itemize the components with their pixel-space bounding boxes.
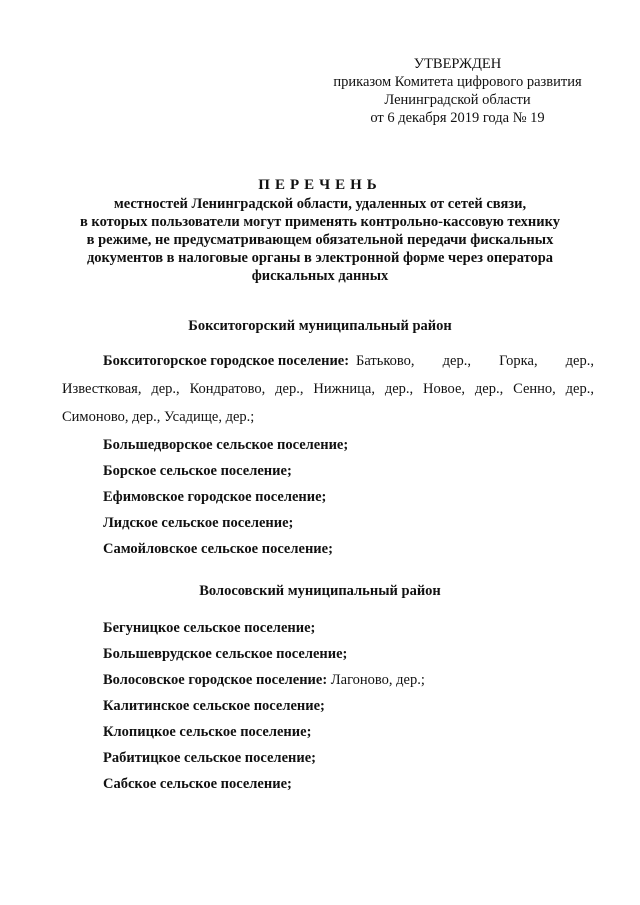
settlement-entry — [103, 489, 326, 506]
subtitle-line: документов в налоговые органы в электронной форме через оператора — [86, 250, 554, 266]
settlement-localities: Симоново, дер., Усадище, дер.; — [62, 409, 255, 425]
settlement-entry — [103, 437, 348, 454]
district-heading: Волосовский муниципальный район — [199, 583, 441, 599]
settlement-localities: Известковая, дер., Кондратово, дер., Нижница, дер., Новое, дер., Сенно, дер., — [62, 381, 594, 397]
subtitle-line: в которых пользователи могут применять контрольно-кассовую технику — [79, 214, 561, 230]
settlement-name: Ефимовское городское поселение; — [103, 489, 327, 505]
settlement-entry — [103, 698, 325, 715]
subtitle-line: в режиме, не предусматривающем обязательной передачи фискальных — [86, 232, 554, 248]
approval-line-4: от 6 декабря 2019 года № 19 — [370, 110, 545, 126]
settlement-name: Борское сельское поселение; — [103, 463, 292, 479]
settlement-entry — [103, 463, 292, 480]
settlement-name: Большеврудское сельское поселение; — [103, 646, 348, 662]
settlement-entry — [103, 646, 347, 663]
settlement-name: Волосовское городское поселение: — [103, 672, 328, 688]
document-subtitle — [60, 195, 580, 285]
settlement-entry — [103, 724, 311, 741]
settlement-name: Лидское сельское поселение; — [103, 515, 294, 531]
document-title: ПЕРЕЧЕНЬ — [258, 177, 382, 193]
approval-line-2: приказом Комитета цифрового развития — [333, 74, 582, 90]
settlement-entry — [103, 515, 293, 532]
approval-line-3: Ленинградской области — [384, 92, 531, 108]
approval-line-1: УТВЕРЖДЕН — [413, 56, 502, 72]
settlement-name: Бегуницкое сельское поселение; — [103, 620, 316, 636]
subtitle-line: фискальных данных — [251, 268, 389, 284]
settlement-entry — [103, 750, 316, 767]
settlement-localities: Батьково, дер., Горка, дер., — [356, 353, 594, 369]
settlement-entry — [103, 353, 349, 370]
settlement-name: Калитинское сельское поселение; — [103, 698, 325, 714]
settlement-name: Бокситогорское городское поселение: — [103, 353, 350, 369]
settlement-name: Рабитицкое сельское поселение; — [103, 750, 316, 766]
district-heading: Бокситогорский муниципальный район — [188, 318, 452, 334]
settlement-name: Самойловское сельское поселение; — [103, 541, 333, 557]
settlement-localities: Лагоново, дер.; — [330, 672, 425, 688]
settlement-name: Клопицкое сельское поселение; — [103, 724, 312, 740]
settlement-name: Большедворское сельское поселение; — [103, 437, 349, 453]
subtitle-line: местностей Ленинградской области, удаленных от сетей связи, — [113, 196, 527, 212]
settlement-entry — [103, 776, 292, 793]
settlement-entry — [103, 672, 425, 689]
settlement-entry — [103, 541, 333, 558]
approval-stamp — [330, 55, 585, 127]
settlement-entry — [103, 620, 315, 637]
settlement-name: Сабское сельское поселение; — [103, 776, 292, 792]
